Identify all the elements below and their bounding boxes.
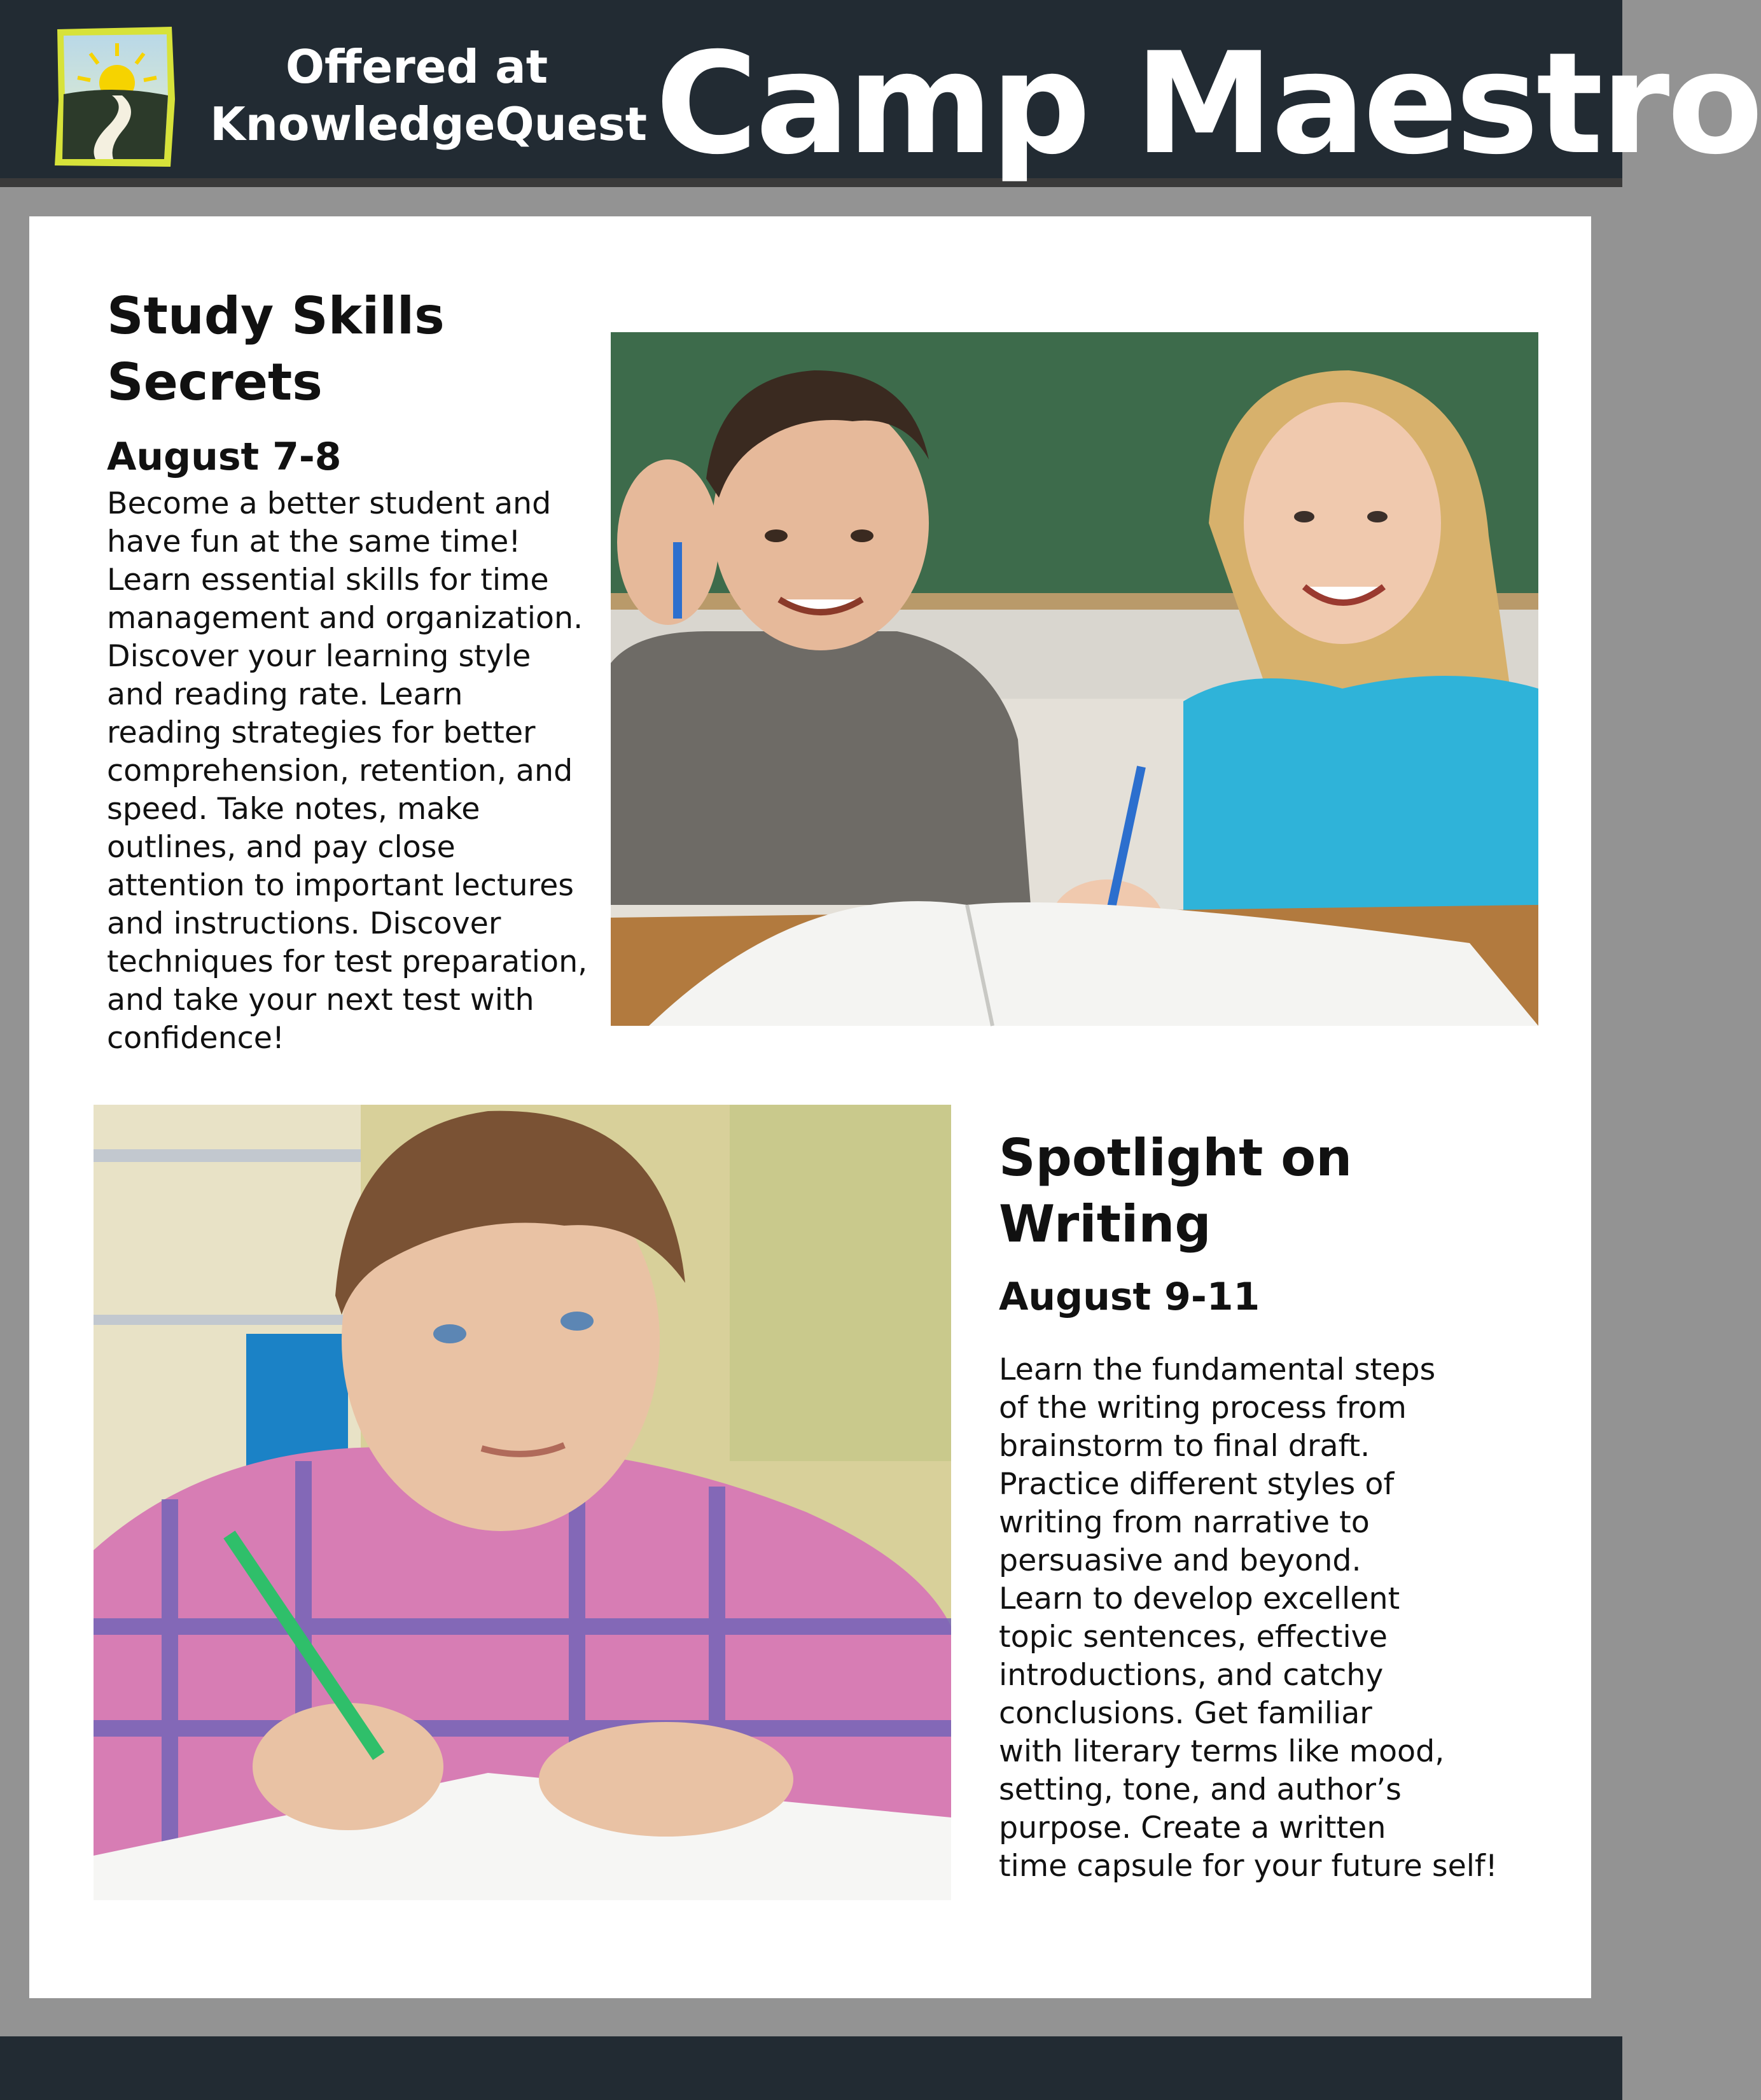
body-text-line: attention to important lectures — [107, 868, 574, 903]
body-text-line: topic sentences, effective — [999, 1620, 1388, 1655]
body-text-line: Learn essential skills for time — [107, 563, 549, 598]
offered-at-text — [210, 38, 648, 153]
body-text-line: comprehension, retention, and — [107, 753, 573, 788]
offered-line-2: KnowledgeQuest — [210, 97, 648, 151]
body-text-line: and instructions. Discover — [107, 906, 501, 941]
section-title-line: Secrets — [107, 353, 323, 412]
body-text-line: techniques for test preparation, — [107, 944, 588, 979]
body-text-line: Learn the fundamental steps — [999, 1352, 1436, 1387]
body-text-line: conclusions. Get familiar — [999, 1696, 1372, 1731]
body-text-line: introductions, and catchy — [999, 1658, 1384, 1693]
section-title-line: Writing — [999, 1194, 1211, 1254]
footer-band — [0, 2036, 1622, 2100]
offered-line-1: Offered at — [285, 40, 548, 94]
section-title-spotlight-writing — [999, 1125, 1352, 1257]
two-students-photo — [611, 332, 1538, 1026]
body-text-line: Discover your learning style — [107, 639, 531, 674]
body-text-line: outlines, and pay close — [107, 830, 456, 865]
section-body-spotlight-writing — [999, 1351, 1498, 1886]
body-text-line: purpose. Create a written — [999, 1810, 1386, 1845]
body-text-line: writing from narrative to — [999, 1505, 1370, 1540]
section-title-line: Spotlight on — [999, 1128, 1353, 1187]
section-title-study-skills — [107, 283, 445, 416]
sunrise-road-logo-icon — [51, 24, 178, 171]
body-text-line: with literary terms like mood, — [999, 1734, 1445, 1769]
section-title-line: Study Skills — [107, 286, 445, 346]
body-text-line: reading strategies for better — [107, 715, 536, 750]
body-text-line: Learn to develop excellent — [999, 1581, 1400, 1616]
body-text-line: confidence! — [107, 1021, 285, 1056]
body-text-line: time capsule for your future self! — [999, 1849, 1498, 1884]
body-text-line: have fun at the same time! — [107, 524, 521, 559]
section-date-spotlight-writing: August 9-11 — [999, 1275, 1260, 1319]
body-text-line: Practice different styles of — [999, 1467, 1395, 1502]
body-text-line: Become a better student and — [107, 486, 552, 521]
body-text-line: and take your next test with — [107, 983, 534, 1018]
body-text-line: of the writing process from — [999, 1390, 1407, 1425]
section-body-study-skills — [107, 485, 587, 1058]
boy-writing-photo — [94, 1105, 951, 1900]
body-text-line: management and organization. — [107, 601, 583, 636]
section-date-study-skills: August 7-8 — [107, 435, 342, 479]
body-text-line: setting, tone, and author’s — [999, 1772, 1402, 1807]
body-text-line: speed. Take notes, make — [107, 792, 480, 827]
body-text-line: persuasive and beyond. — [999, 1543, 1361, 1578]
header-band — [0, 0, 1761, 187]
page-title: Camp Maestro — [655, 22, 1761, 185]
body-text-line: and reading rate. Learn — [107, 677, 463, 712]
body-text-line: brainstorm to final draft. — [999, 1429, 1370, 1464]
